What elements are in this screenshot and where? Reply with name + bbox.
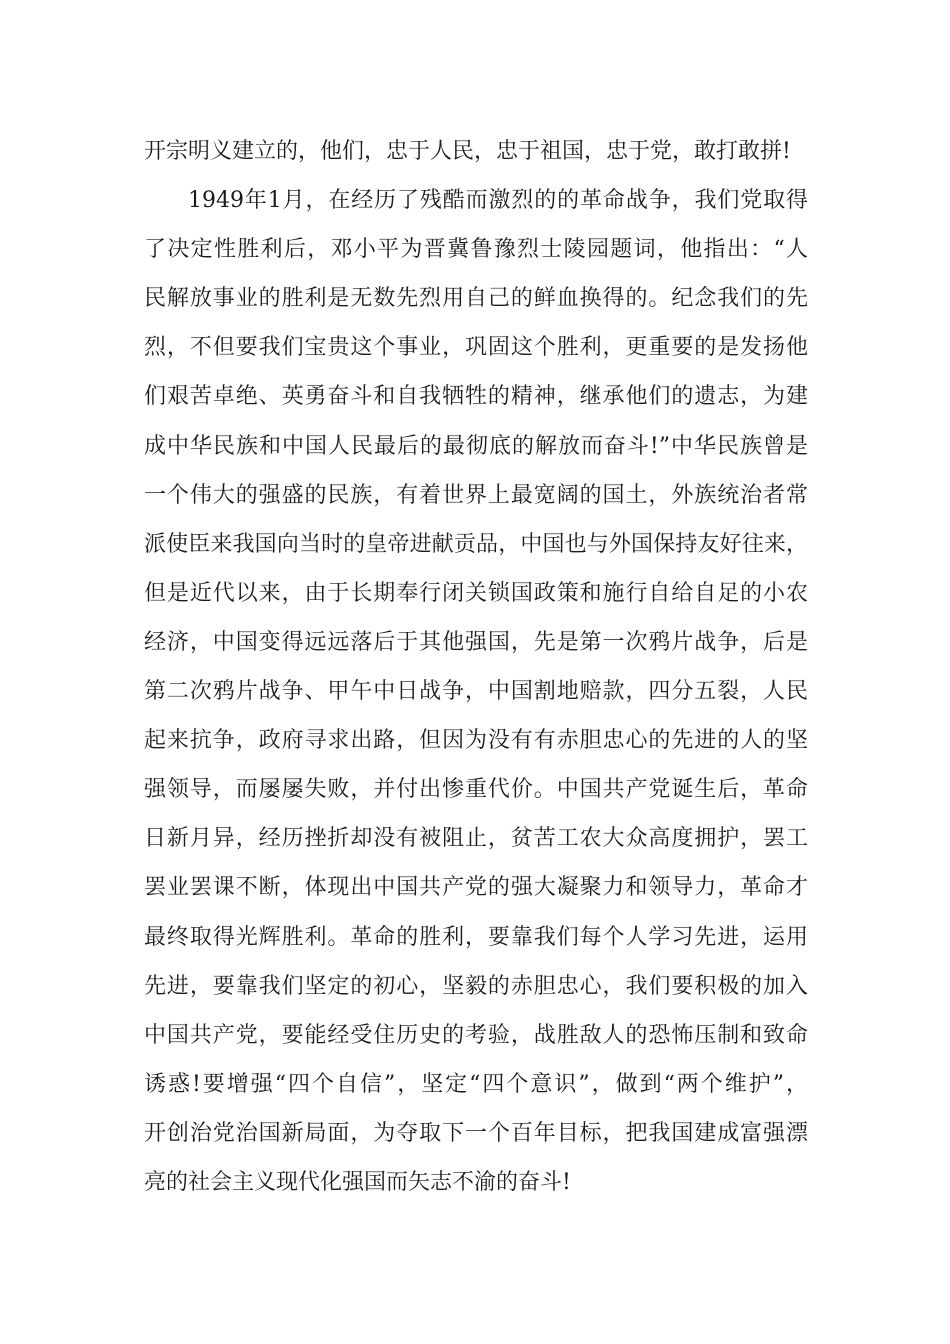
text-line-1: 开宗明义建立的，他们，忠于人民，忠于祖国，忠于党，敢打敢拼! (144, 139, 791, 164)
text-line-9: 派使臣来我国向当时的皇帝进献贡品，中国也与外国保持友好往来， (144, 531, 808, 557)
text-line-19: 中国共产党，要能经受住历史的考验，战胜敌人的恐怖压制和致命 (144, 1022, 808, 1048)
text-line-3: 了决定性胜利后，邓小平为晋冀鲁豫烈士陵园题词，他指出：“人 (144, 237, 808, 263)
text-line-13: 起来抗争，政府寻求出路，但因为没有有赤胆忠心的先进的人的坚 (144, 728, 808, 754)
text-line-18: 先进，要靠我们坚定的初心，坚毅的赤胆忠心，我们要积极的加入 (144, 973, 808, 999)
text-line-15: 日新月异，经历挫折却没有被阻止，贫苦工农大众高度拥护，罢工 (144, 826, 808, 852)
body-text (144, 127, 808, 1207)
text-line-4: 民解放事业的胜利是无数先烈用自己的鲜血换得的。纪念我们的先 (144, 286, 808, 312)
text-line-2: 1949年1月，在经历了残酷而激烈的的革命战争，我们党取得 (188, 188, 808, 214)
text-line-7: 成中华民族和中国人民最后的最彻底的解放而奋斗!”中华民族曾是 (144, 433, 808, 459)
text-line-14: 强领导，而屡屡失败，并付出惨重代价。中国共产党诞生后，革命 (144, 777, 808, 803)
text-line-17: 最终取得光辉胜利。革命的胜利，要靠我们每个人学习先进，运用 (144, 924, 808, 950)
text-line-12: 第二次鸦片战争、甲午中日战争，中国割地赔款，四分五裂，人民 (144, 679, 808, 705)
text-line-20: 诱惑!要增强“四个自信”，坚定“四个意识”，做到“两个维护”， (144, 1071, 808, 1097)
text-line-6: 们艰苦卓绝、英勇奋斗和自我牺牲的精神，继承他们的遗志，为建 (144, 384, 808, 410)
text-line-10: 但是近代以来，由于长期奉行闭关锁国政策和施行自给自足的小农 (144, 580, 808, 606)
text-line-22: 亮的社会主义现代化强国而矢志不渝的奋斗! (144, 1169, 571, 1195)
text-line-8: 一个伟大的强盛的民族，有着世界上最宽阔的国土，外族统治者常 (144, 482, 808, 508)
text-line-21: 开创治党治国新局面，为夺取下一个百年目标，把我国建成富强漂 (144, 1120, 808, 1146)
text-line-11: 经济，中国变得远远落后于其他强国，先是第一次鸦片战争，后是 (144, 629, 808, 655)
text-line-16: 罢业罢课不断，体现出中国共产党的强大凝聚力和领导力，革命才 (144, 875, 808, 901)
text-line-5: 烈，不但要我们宝贵这个事业，巩固这个胜利，更重要的是发扬他 (144, 335, 808, 361)
